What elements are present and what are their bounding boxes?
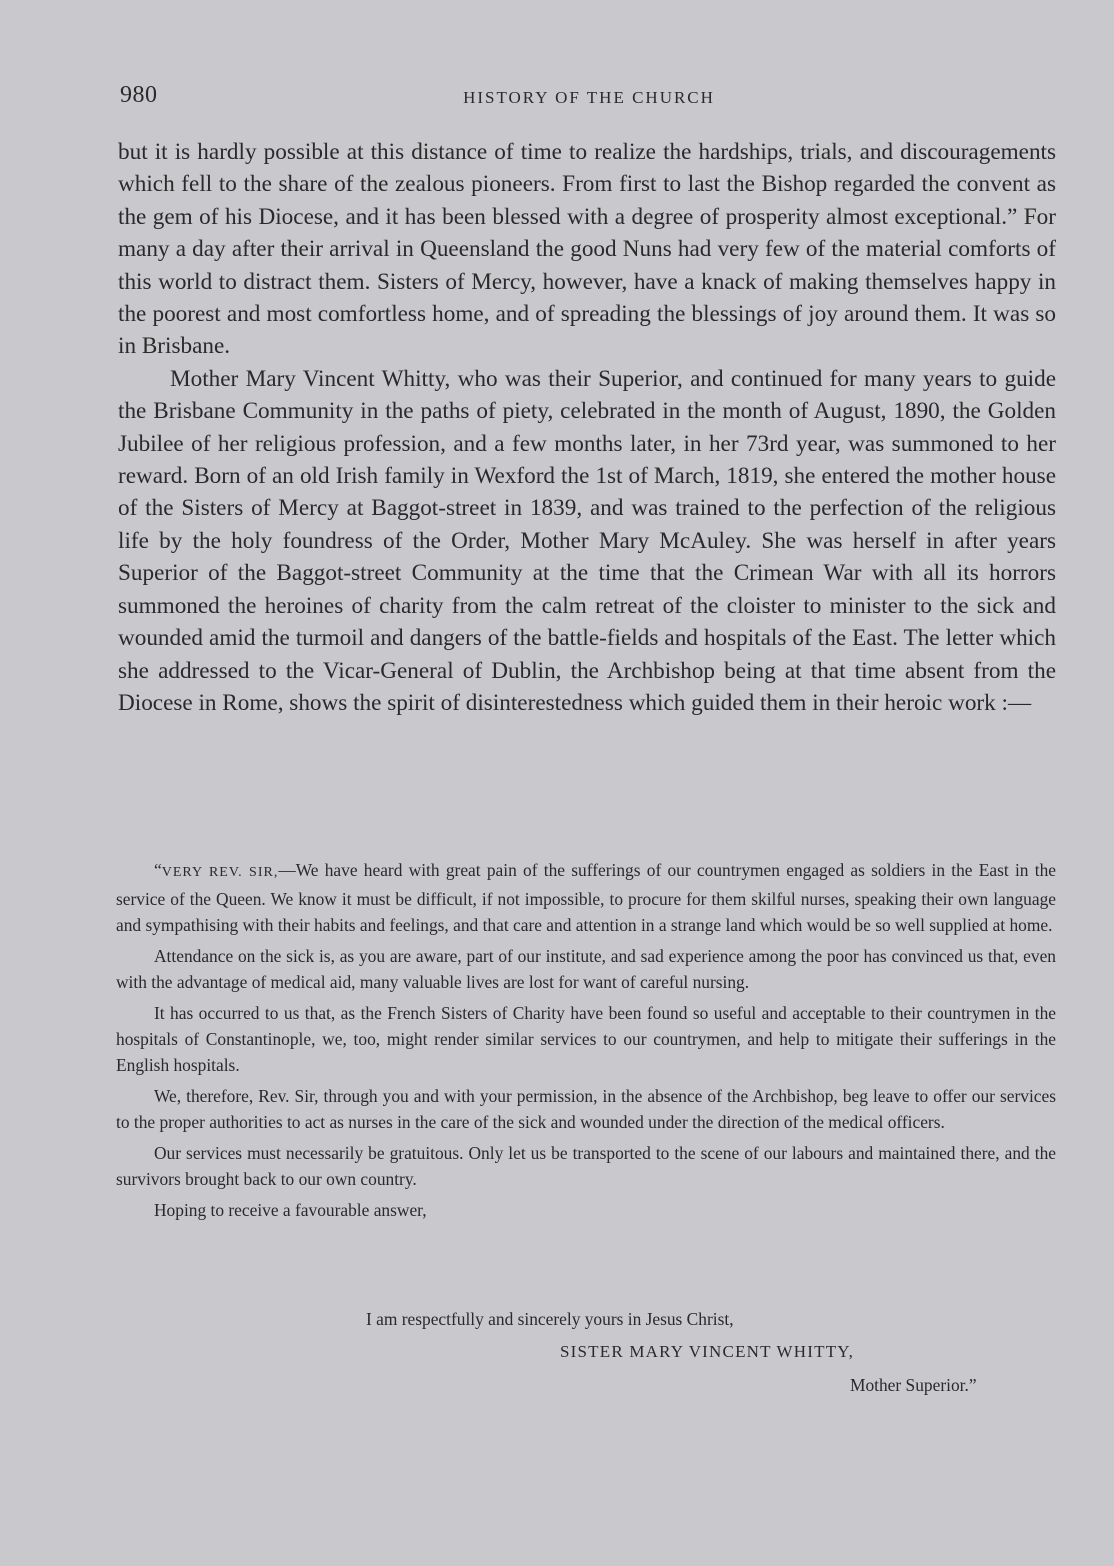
signatory-title: Mother Superior.” bbox=[850, 1375, 977, 1395]
opening-quote: “ bbox=[154, 860, 162, 880]
letter-paragraph: Attendance on the sick is, as you are aware, part of our institute, and sad experience among the poor has convinced us that, even with the advantage of medical aid, many valuable lives are lost for want of careful nursing. bbox=[116, 946, 1056, 992]
letter-paragraph: Our services must necessarily be gratuitous. Only let us be transported to the scene of our labours and maintained there, and the survivors brought back to our own country. bbox=[116, 1143, 1056, 1189]
page-header bbox=[120, 82, 1058, 112]
page-number: 980 bbox=[120, 82, 158, 108]
quoted-letter bbox=[116, 857, 1056, 1228]
letter-signature: SISTER MARY VINCENT WHITTY, bbox=[560, 1342, 855, 1361]
letter-paragraph bbox=[116, 857, 1056, 938]
body-paragraph: Mother Mary Vincent Whitty, who was their Superior, and continued for many years to guide the Brisbane Community in the paths of piety, celebrated in the month of August, 1890, the Golden Jubilee of her religious profession, and a few months later, in her 73rd year, was summoned to her reward. Born of an old Irish family in Wexford the 1st of March, 1819, she entered the mother house of the Sisters of Mercy at Baggot-street in 1839, and was trained to the perfection of the religious life by the holy foundress of the Order, Mother Mary McAuley. She was herself in after years Superior of the Baggot-street Community at the time that the Crimean War with all its horrors summoned the heroines of charity from the calm retreat of the cloister to minister to the sick and wounded amid the turmoil and dangers of the battle-fields and hospitals of the East. The letter which she addressed to the Vicar-General of Dublin, the Archbishop being at that time absent from the Diocese in Rome, shows the spirit of disinterestedness which guided them in their heroic work :— bbox=[118, 365, 1056, 716]
letter-paragraph: We, therefore, Rev. Sir, through you and with your permission, in the absence of the Archbishop, beg leave to offer our services to the proper authorities to act as nurses in the care of the sick and wounded under the direction of the medical officers. bbox=[116, 1086, 1056, 1132]
letter-paragraph-text: —We have heard with great pain of the sufferings of our countrymen engaged as soldiers in the East in the service of the Queen. We know it must be difficult, if not impossible, to procure for them skilful nurses, speaking their own language and sympathising with their habits and feelings, and that care and attention in a strange land which would be so well supplied at home. bbox=[116, 860, 1056, 935]
main-text bbox=[118, 136, 1056, 719]
body-paragraph: but it is hardly possible at this distance of time to realize the hardships, trials, and discouragements which fell to the share of the zealous pioneers. From first to last the Bishop regarded the convent as the gem of his Diocese, and it has been blessed with a degree of prosperity almost exceptional.” For many a day after their arrival in Queensland the good Nuns had very few of the material comforts of this world to distract them. Sisters of Mercy, however, have a knack of making themselves happy in the poorest and most comfortless home, and of spreading the blessings of joy around them. It was so in Brisbane. bbox=[118, 139, 1056, 360]
letter-closing: I am respectfully and sincerely yours in Jesus Christ, bbox=[366, 1309, 734, 1329]
letter-paragraph: Hoping to receive a favourable answer, bbox=[154, 1200, 427, 1220]
running-head: HISTORY OF THE CHURCH bbox=[463, 88, 715, 107]
letter-paragraph: It has occurred to us that, as the French Sisters of Charity have been found so useful and acceptable to their countrymen in the hospitals of Constantinople, we, too, might render similar services to our countrymen, and help to mitigate their sufferings in the English hospitals. bbox=[116, 1003, 1056, 1075]
letter-salutation: VERY REV. SIR, bbox=[161, 865, 279, 880]
